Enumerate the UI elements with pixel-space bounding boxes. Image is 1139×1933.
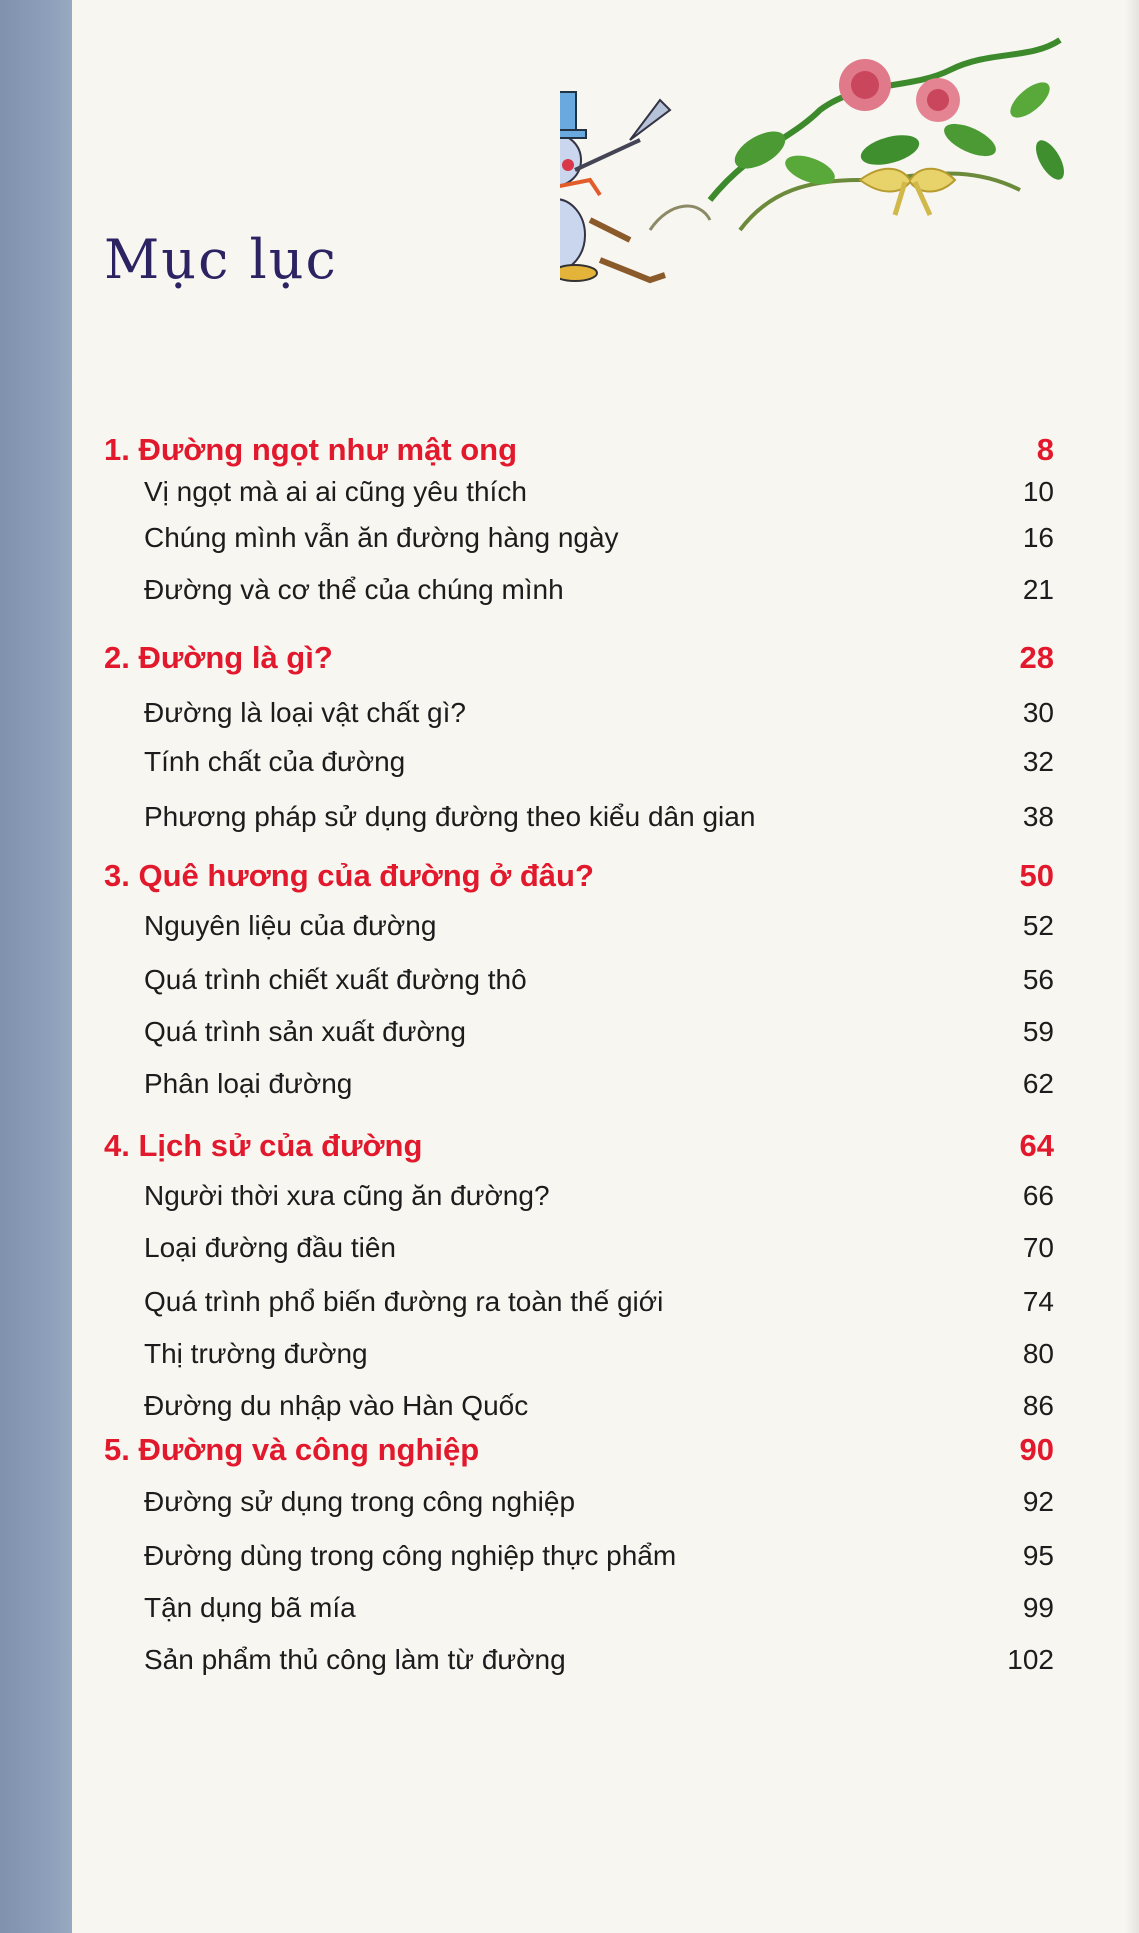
section-entry-title: Đường sử dụng trong công nghiệp xyxy=(144,1486,576,1517)
chapter-heading-title: 3. Quê hương của đường ở đâu? xyxy=(104,858,594,893)
section-entry-title: Vị ngọt mà ai ai cũng yêu thích xyxy=(144,476,527,507)
page-title: Mục lục xyxy=(104,228,338,291)
section-entry-page-number: 56 xyxy=(1022,964,1054,995)
section-entry-page-number: 95 xyxy=(1022,1540,1054,1571)
section-entry-title: Phân loại đường xyxy=(144,1068,353,1099)
section-entry-title: Đường dùng trong công nghiệp thực phẩm xyxy=(144,1540,677,1571)
chapter-heading-page-number: 50 xyxy=(1019,858,1054,893)
chapter-heading-title: 2. Đường là gì? xyxy=(104,640,333,675)
section-entry-title: Tính chất của đường xyxy=(144,746,406,777)
section-entry-page-number: 62 xyxy=(1022,1068,1054,1099)
section-entry-page-number: 86 xyxy=(1022,1390,1054,1421)
section-entry-page-number: 52 xyxy=(1022,910,1054,941)
section-entry-title: Quá trình phổ biến đường ra toàn thế giới xyxy=(144,1286,664,1317)
section-entry-page-number: 99 xyxy=(1022,1592,1054,1623)
chapter-heading-title: 5. Đường và công nghiệp xyxy=(104,1432,480,1467)
section-entry-page-number: 74 xyxy=(1022,1286,1054,1317)
section-entry-title: Người thời xưa cũng ăn đường? xyxy=(144,1180,550,1211)
section-entry-title: Đường du nhập vào Hàn Quốc xyxy=(144,1390,529,1421)
section-entry-title: Phương pháp sử dụng đường theo kiểu dân gian xyxy=(144,801,756,832)
section-entry-title: Quá trình chiết xuất đường thô xyxy=(144,964,527,995)
section-entry-page-number: 59 xyxy=(1022,1016,1054,1047)
section-entry-page-number: 70 xyxy=(1022,1232,1054,1263)
section-entry-title: Đường là loại vật chất gì? xyxy=(144,697,466,728)
section-entry-page-number: 16 xyxy=(1022,522,1054,553)
section-entry-page-number: 92 xyxy=(1022,1486,1054,1517)
section-entry-title: Thị trường đường xyxy=(144,1338,368,1369)
chapter-heading-page-number: 64 xyxy=(1019,1128,1054,1163)
section-entry-title: Chúng mình vẫn ăn đường hàng ngày xyxy=(144,522,619,553)
rose-vine-decoration xyxy=(650,40,1070,230)
page-edge-shadow xyxy=(1125,0,1139,1933)
section-entry-title: Sản phẩm thủ công làm từ đường xyxy=(144,1644,566,1675)
snowman-flower-illustration xyxy=(560,30,1080,330)
section-entry-page-number: 32 xyxy=(1022,746,1054,777)
section-entry-page-number: 66 xyxy=(1022,1180,1054,1211)
section-entry-title: Tận dụng bã mía xyxy=(144,1592,356,1623)
snowman-figure xyxy=(560,92,670,283)
section-entry-title: Quá trình sản xuất đường xyxy=(144,1016,466,1047)
section-entry-page-number: 38 xyxy=(1022,801,1054,832)
section-entry-title: Nguyên liệu của đường xyxy=(144,910,437,941)
chapter-heading-page-number: 28 xyxy=(1019,640,1054,675)
chapter-heading-title: 4. Lịch sử của đường xyxy=(104,1128,423,1163)
book-spine-edge xyxy=(0,0,72,1933)
section-entry-page-number: 21 xyxy=(1022,574,1054,605)
chapter-heading-page-number: 90 xyxy=(1019,1432,1054,1467)
section-entry-page-number: 102 xyxy=(1007,1644,1054,1675)
chapter-heading-title: 1. Đường ngọt như mật ong xyxy=(104,432,518,467)
section-entry-page-number: 10 xyxy=(1022,476,1054,507)
chapter-heading-page-number: 8 xyxy=(1036,432,1054,467)
section-entry-title: Đường và cơ thể của chúng mình xyxy=(144,574,564,605)
section-entry-page-number: 80 xyxy=(1022,1338,1054,1369)
section-entry-page-number: 30 xyxy=(1022,697,1054,728)
section-entry-title: Loại đường đầu tiên xyxy=(144,1232,396,1263)
